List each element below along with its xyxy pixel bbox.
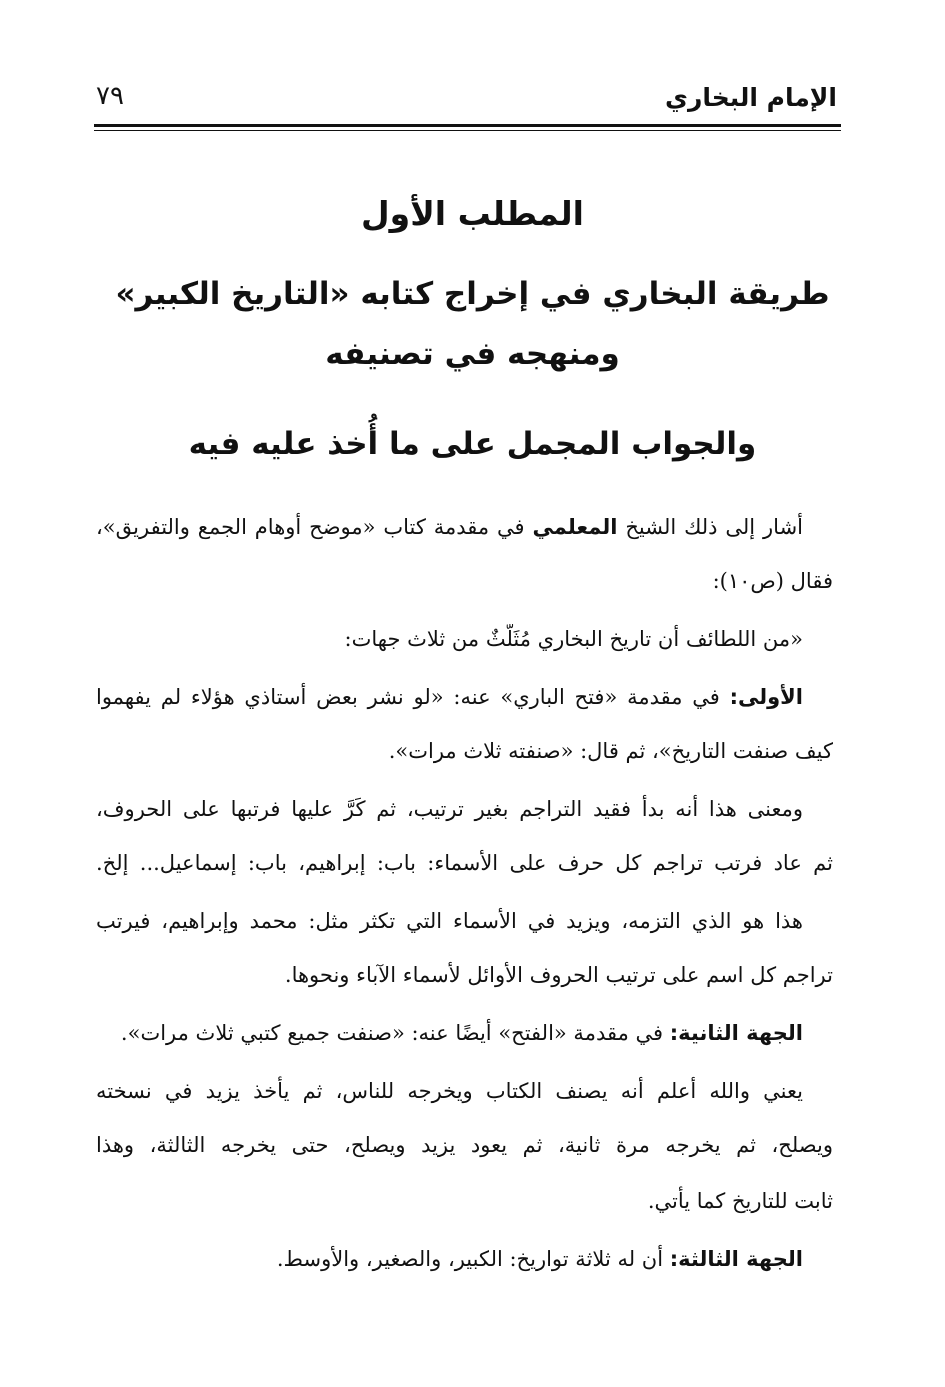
p6-label: الجهة الثانية:: [669, 1021, 803, 1045]
p8-text: أن له ثلاثة تواريخ: الكبير، والصغير، والأوسط.: [276, 1247, 670, 1271]
paragraph-6: [96, 1018, 833, 1048]
title-line-3: والجواب المجمل على ما أُخذ عليه فيه: [188, 426, 757, 462]
page-number: ٧٩: [96, 81, 124, 111]
p8-label: الجهة الثالثة:: [669, 1247, 803, 1271]
p1-author-name: المعلمي: [532, 515, 618, 539]
p3-label: الأولى:: [729, 685, 803, 709]
paragraph-4-line-2: ثم عاد فرتب تراجم كل حرف على الأسماء: باب: إبراهيم، باب: إسماعيل... إلخ.: [96, 851, 833, 875]
p1-text-a: أشار إلى ذلك الشيخ: [617, 515, 804, 539]
p3-text: في مقدمة «فتح الباري» عنه: «لو نشر بعض أستاذي هؤلاء لم يفهموا: [96, 685, 730, 709]
paragraph-7-line-1: يعني والله أعلم أنه يصنف الكتاب ويخرجه للناس، ثم يأخذ يزيد في نسخته: [96, 1079, 803, 1103]
paragraph-5-line-1: هذا هو الذي التزمه، ويزيد في الأسماء التي تكثر مثل: محمد وإبراهيم، فيرتب: [96, 909, 803, 933]
body-text: [96, 0, 833, 1387]
p6-text: في مقدمة «الفتح» أيضًا عنه: «صنفت جميع كتبي ثلاث مرات».: [120, 1021, 670, 1045]
paragraph-3-line-2: كيف صنفت التاريخ»، ثم قال: «صنفته ثلاث مرات».: [388, 739, 833, 763]
header-title: الإمام البخاري: [665, 83, 837, 112]
paragraph-3-line-1: [96, 682, 833, 712]
paragraph-2: «من اللطائف أن تاريخ البخاري مُثَلَّثٌ من ثلاث جهات:: [344, 627, 803, 651]
paragraph-7-line-2: ويصلح، ثم يخرجه مرة ثانية، ثم يعود يزيد ويصلح، حتى يخرجه الثالثة، وهذا: [96, 1133, 833, 1157]
paragraph-8: [96, 1244, 833, 1274]
paragraph-7-line-3: ثابت للتاريخ كما يأتي.: [647, 1189, 833, 1213]
paragraph-5-line-2: تراجم كل اسم على ترتيب الحروف الأوائل لأسماء الآباء ونحوها.: [284, 963, 833, 987]
title-line-1: طريقة البخاري في إخراج كتابه «التاريخ الكبير»: [115, 276, 830, 312]
title-line-2: ومنهجه في تصنيفه: [325, 336, 620, 372]
section-heading: المطلب الأول: [361, 194, 584, 233]
paragraph-1-line-1: [96, 512, 833, 542]
paragraph-1-line-2: فقال (ص١٠):: [712, 569, 833, 593]
p1-text-b: في مقدمة كتاب «موضح أوهام الجمع والتفريق»،: [96, 515, 533, 539]
paragraph-4-line-1: ومعنى هذا أنه بدأ فقيد التراجم بغير ترتيب، ثم كَرَّ عليها فرتبها على الحروف،: [96, 797, 803, 821]
